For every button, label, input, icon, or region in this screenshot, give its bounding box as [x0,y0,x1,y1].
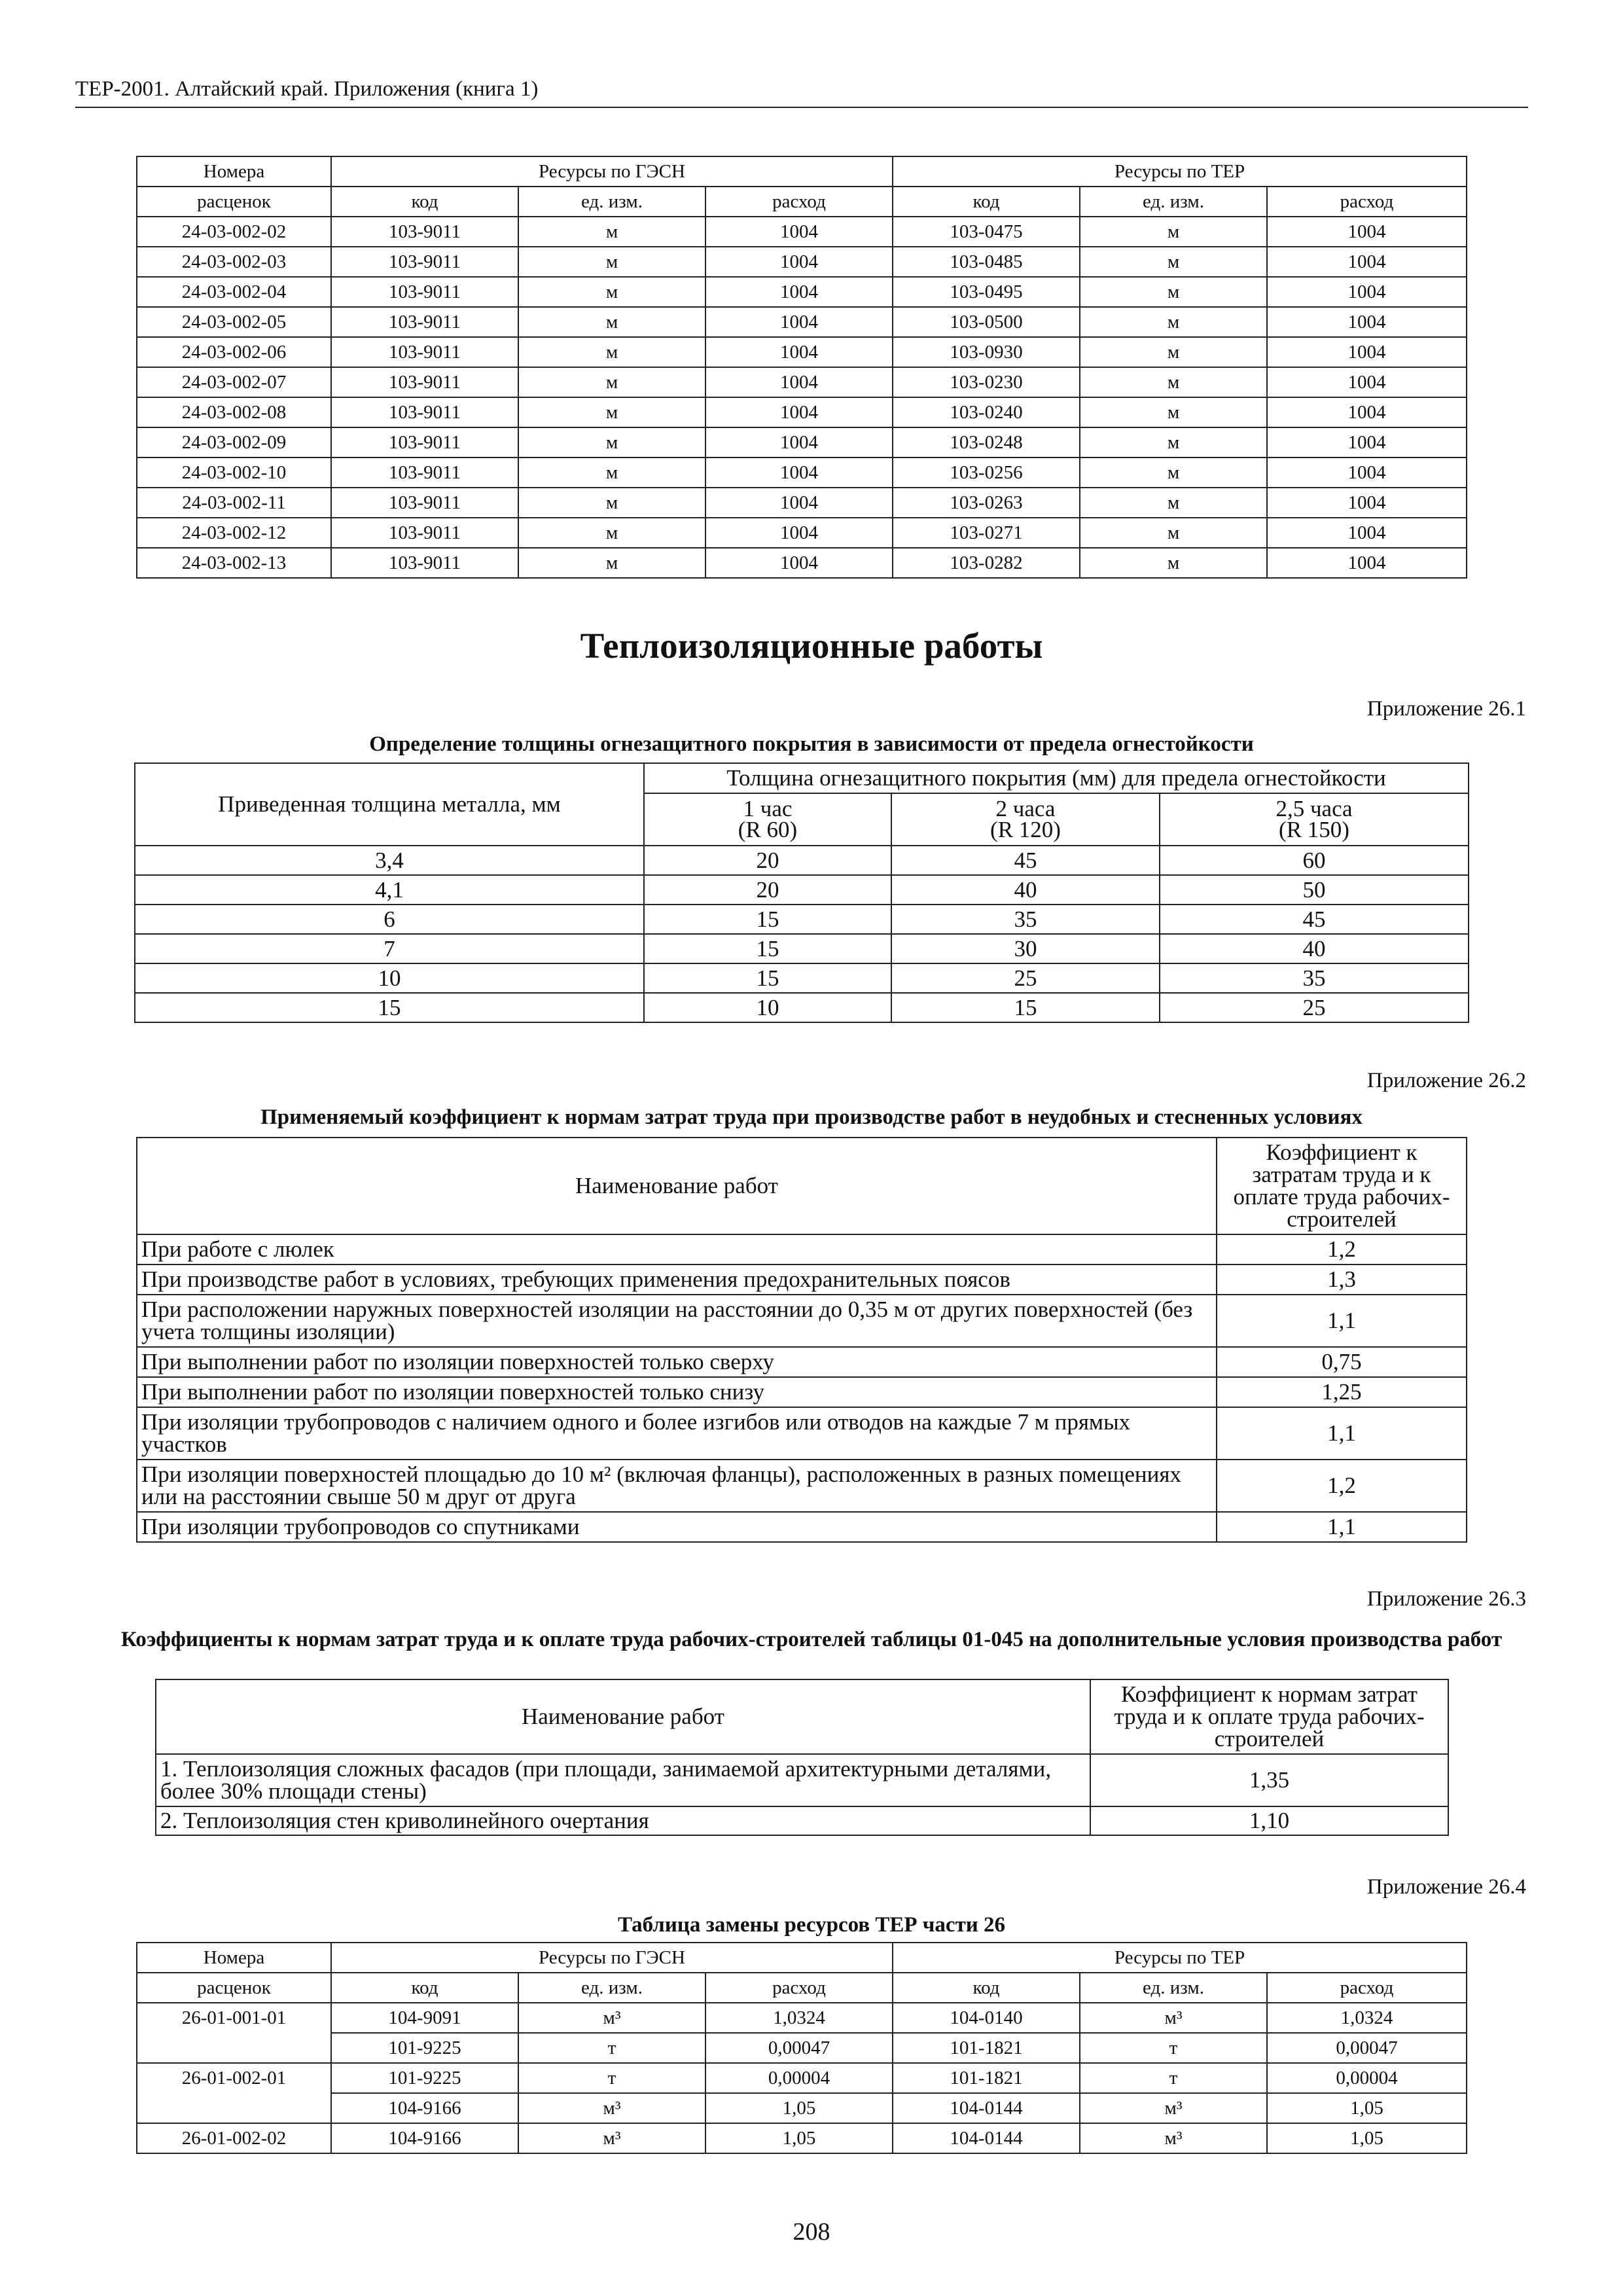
resource-replacement-table-26 [136,1942,1467,2154]
gesn-code: 103-9011 [331,247,518,277]
table-row [137,307,1467,337]
table-row [137,518,1467,548]
col-gesn-amount: расход [705,187,893,217]
table-row [137,1295,1467,1347]
table-row [137,1407,1467,1460]
metal-thickness: 10 [135,963,644,993]
ter-unit: м³ [1080,2003,1267,2033]
table-row [137,1234,1467,1265]
rate-number: 24-03-002-07 [137,367,331,397]
gesn-amount: 1004 [705,307,893,337]
coating-r120: 40 [891,875,1160,905]
table-row [137,548,1467,578]
col-rating: (R 120) [990,817,1061,842]
ter-amount: 1004 [1267,548,1467,578]
gesn-code: 103-9011 [331,217,518,247]
col-r60 [644,793,891,846]
table-row [137,337,1467,367]
coefficient-value: 1,2 [1217,1460,1467,1512]
gesn-unit: м [518,247,705,277]
rate-number: 24-03-002-12 [137,518,331,548]
work-name: При работе с люлек [137,1234,1217,1265]
gesn-unit: т [518,2063,705,2093]
ter-amount: 1004 [1267,518,1467,548]
work-name: При изоляции поверхностей площадью до 10 м² (включая фланцы), расположенных в разных помещениях или на расстоянии свыше 50 м друг от друга [137,1460,1217,1512]
table-row [156,1754,1448,1806]
coating-r60: 15 [644,963,891,993]
work-name: При производстве работ в условиях, требующих применения предохранительных поясов [137,1265,1217,1295]
work-name: При выполнении работ по изоляции поверхностей только сверху [137,1347,1217,1377]
table-body [137,217,1467,578]
ter-code: 103-0271 [893,518,1080,548]
gesn-amount: 1004 [705,337,893,367]
group-gesn-header: Ресурсы по ГЭСН [331,1943,893,1973]
ter-amount: 1004 [1267,488,1467,518]
ter-code: 103-0256 [893,457,1080,488]
running-header: ТЕР-2001. Алтайский край. Приложения (книга 1) [75,77,539,101]
ter-code: 104-0144 [893,2123,1080,2153]
ter-code: 103-0240 [893,397,1080,427]
coefficient-value: 1,3 [1217,1265,1467,1295]
gesn-amount: 1,05 [705,2093,893,2123]
metal-thickness: 7 [135,934,644,963]
coefficient-value: 0,75 [1217,1347,1467,1377]
appendix-label: Приложение 26.2 [1366,1069,1526,1092]
metal-thickness: 4,1 [135,875,644,905]
ter-amount: 0,00047 [1267,2033,1467,2063]
ter-code: 101-1821 [893,2033,1080,2063]
metal-thickness: 3,4 [135,846,644,875]
table-body [156,1754,1448,1835]
ter-amount: 1,05 [1267,2093,1467,2123]
coefficient-value: 1,10 [1090,1806,1448,1835]
coating-r120: 30 [891,934,1160,963]
gesn-amount: 1004 [705,518,893,548]
gesn-code: 104-9166 [331,2093,518,2123]
ter-code: 103-0282 [893,548,1080,578]
gesn-unit: м [518,427,705,457]
col-rate-number-top: Номера [137,1943,331,1973]
ter-unit: м [1080,247,1267,277]
ter-amount: 1004 [1267,307,1467,337]
rate-number: 24-03-002-13 [137,548,331,578]
appendix-label: Приложение 26.3 [1366,1587,1526,1611]
gesn-code: 101-9225 [331,2063,518,2093]
table-row [137,1347,1467,1377]
gesn-unit: м [518,548,705,578]
table-row [137,217,1467,247]
col-rate-number-top: Номера [137,156,331,187]
table-row [137,397,1467,427]
col-ter-unit: ед. изм. [1080,1973,1267,2003]
gesn-amount: 1004 [705,217,893,247]
col-rating: (R 150) [1279,817,1349,842]
table-title: Определение толщины огнезащитного покрытия в зависимости от предела огнестойкости [369,732,1254,756]
col-label: 2 часа [995,796,1056,821]
rate-number: 24-03-002-10 [137,457,331,488]
gesn-code: 104-9091 [331,2003,518,2033]
table-row [137,247,1467,277]
header-rule [75,107,1528,108]
gesn-unit: м [518,457,705,488]
fire-protection-thickness-table [134,762,1469,1023]
col-ter-amount: расход [1267,1973,1467,2003]
rate-number: 26-01-002-02 [137,2123,331,2153]
table-row [137,1460,1467,1512]
col-gesn-amount: расход [705,1973,893,2003]
gesn-code: 103-9011 [331,337,518,367]
ter-code: 103-0248 [893,427,1080,457]
ter-code: 104-0144 [893,2093,1080,2123]
ter-amount: 1004 [1267,457,1467,488]
ter-unit: м³ [1080,2093,1267,2123]
rate-number: 24-03-002-09 [137,427,331,457]
gesn-code: 103-9011 [331,367,518,397]
table-row [137,277,1467,307]
ter-code: 103-0485 [893,247,1080,277]
gesn-amount: 1004 [705,427,893,457]
group-ter-header: Ресурсы по ТЕР [893,156,1467,187]
table-title: Таблица замены ресурсов ТЕР части 26 [617,1913,1006,1937]
ter-unit: м [1080,337,1267,367]
table-row [137,1377,1467,1407]
coating-r60: 20 [644,875,891,905]
rate-number: 24-03-002-08 [137,397,331,427]
coating-r120: 45 [891,846,1160,875]
ter-code: 103-0495 [893,277,1080,307]
table-row [135,963,1469,993]
rate-number: 24-03-002-04 [137,277,331,307]
rate-number: 24-03-002-06 [137,337,331,367]
resource-replacement-table-24 [136,156,1467,579]
col-rate-number-bottom: расценок [137,187,331,217]
table-body [137,1234,1467,1542]
ter-unit: м [1080,397,1267,427]
ter-amount: 1004 [1267,397,1467,427]
coefficient-value: 1,35 [1090,1754,1448,1806]
col-ter-code: код [893,187,1080,217]
ter-unit: т [1080,2033,1267,2063]
metal-thickness: 15 [135,993,644,1022]
table-row [156,1806,1448,1835]
col-label: 1 час [743,796,793,821]
gesn-amount: 1004 [705,457,893,488]
ter-unit: т [1080,2063,1267,2093]
coating-r60: 20 [644,846,891,875]
gesn-code: 103-9011 [331,548,518,578]
coefficient-value: 1,1 [1217,1512,1467,1542]
ter-code: 103-0475 [893,217,1080,247]
col-gesn-unit: ед. изм. [518,1973,705,2003]
ter-amount: 1004 [1267,277,1467,307]
rate-number: 24-03-002-11 [137,488,331,518]
ter-amount: 1004 [1267,337,1467,367]
coating-r150: 50 [1160,875,1469,905]
col-ter-amount: расход [1267,187,1467,217]
work-name: При изоляции трубопроводов с наличием одного и более изгибов или отводов на каждые 7 м прямых участков [137,1407,1217,1460]
gesn-code: 103-9011 [331,457,518,488]
group-coating-thickness: Толщина огнезащитного покрытия (мм) для предела огнестойкости [644,763,1469,793]
rate-number: 24-03-002-05 [137,307,331,337]
coating-r150: 25 [1160,993,1469,1022]
coefficient-value: 1,1 [1217,1407,1467,1460]
gesn-amount: 1,05 [705,2123,893,2153]
gesn-amount: 1004 [705,548,893,578]
work-name: При выполнении работ по изоляции поверхностей только снизу [137,1377,1217,1407]
ter-unit: м [1080,518,1267,548]
table-row [135,993,1469,1022]
additional-conditions-coefficient-table [155,1679,1449,1836]
appendix-label: Приложение 26.1 [1366,697,1526,721]
group-ter-header: Ресурсы по ТЕР [893,1943,1467,1973]
col-gesn-code: код [331,187,518,217]
coating-r150: 35 [1160,963,1469,993]
ter-code: 104-0140 [893,2003,1080,2033]
gesn-code: 101-9225 [331,2033,518,2063]
ter-unit: м [1080,457,1267,488]
col-r150 [1160,793,1469,846]
work-name: 2. Теплоизоляция стен криволинейного очертания [156,1806,1090,1835]
col-work-name: Наименование работ [137,1138,1217,1234]
gesn-amount: 1004 [705,397,893,427]
col-coefficient: Коэффициент к затратам труда и к оплате труда рабочих-строителей [1217,1138,1467,1234]
gesn-amount: 0,00047 [705,2033,893,2063]
gesn-unit: м [518,217,705,247]
gesn-code: 103-9011 [331,397,518,427]
coefficient-value: 1,1 [1217,1295,1467,1347]
gesn-code: 103-9011 [331,307,518,337]
col-coefficient: Коэффициент к нормам затрат труда и к оплате труда рабочих-строителей [1090,1679,1448,1754]
gesn-unit: м [518,518,705,548]
table-row [137,427,1467,457]
gesn-unit: м [518,397,705,427]
ter-code: 103-0230 [893,367,1080,397]
col-ter-code: код [893,1973,1080,2003]
gesn-unit: м³ [518,2123,705,2153]
section-title: Теплоизоляционные работы [580,626,1043,666]
coating-r150: 60 [1160,846,1469,875]
ter-unit: м³ [1080,2123,1267,2153]
coefficient-value: 1,2 [1217,1234,1467,1265]
table-body [135,846,1469,1022]
col-ter-unit: ед. изм. [1080,187,1267,217]
coating-r150: 45 [1160,905,1469,934]
table-row [137,457,1467,488]
coating-r60: 15 [644,905,891,934]
coating-r60: 10 [644,993,891,1022]
coating-r60: 15 [644,934,891,963]
coefficient-value: 1,25 [1217,1377,1467,1407]
gesn-amount: 1004 [705,277,893,307]
ter-amount: 0,00004 [1267,2063,1467,2093]
gesn-unit: м [518,367,705,397]
rate-number: 26-01-001-01 [137,2003,331,2063]
gesn-unit: м³ [518,2093,705,2123]
ter-code: 103-0930 [893,337,1080,367]
group-gesn-header: Ресурсы по ГЭСН [331,156,893,187]
ter-code: 103-0500 [893,307,1080,337]
table-title: Применяемый коэффициент к нормам затрат труда при производстве работ в неудобных и стесненных условиях [260,1105,1363,1129]
table-row [137,1265,1467,1295]
cramped-conditions-coefficient-table [136,1137,1467,1543]
coating-r120: 25 [891,963,1160,993]
table-row [137,488,1467,518]
ter-unit: м [1080,427,1267,457]
table-row [137,1512,1467,1542]
gesn-amount: 1004 [705,367,893,397]
gesn-code: 103-9011 [331,518,518,548]
appendix-label: Приложение 26.4 [1366,1875,1526,1899]
gesn-unit: м [518,277,705,307]
page-number: 208 [793,2218,830,2246]
col-gesn-unit: ед. изм. [518,187,705,217]
work-name: При изоляции трубопроводов со спутниками [137,1512,1217,1542]
col-rating: (R 60) [738,817,798,842]
gesn-unit: м [518,337,705,367]
ter-code: 101-1821 [893,2063,1080,2093]
work-name: 1. Теплоизоляция сложных фасадов (при площади, занимаемой архитектурными деталями, более 30% площади стены) [156,1754,1090,1806]
col-rate-number-bottom: расценок [137,1973,331,2003]
col-metal-thickness: Приведенная толщина металла, мм [135,763,644,846]
gesn-amount: 1,0324 [705,2003,893,2033]
ter-unit: м [1080,217,1267,247]
table-row [135,905,1469,934]
gesn-code: 103-9011 [331,277,518,307]
ter-amount: 1004 [1267,367,1467,397]
rate-number: 26-01-002-01 [137,2063,331,2123]
table-row [137,367,1467,397]
ter-unit: м [1080,277,1267,307]
coating-r120: 15 [891,993,1160,1022]
gesn-code: 103-9011 [331,427,518,457]
metal-thickness: 6 [135,905,644,934]
coating-r150: 40 [1160,934,1469,963]
col-work-name: Наименование работ [156,1679,1090,1754]
rate-number: 24-03-002-03 [137,247,331,277]
ter-amount: 1004 [1267,217,1467,247]
gesn-amount: 0,00004 [705,2063,893,2093]
ter-unit: м [1080,548,1267,578]
gesn-unit: м [518,307,705,337]
col-r120 [891,793,1160,846]
ter-amount: 1004 [1267,247,1467,277]
rate-number: 24-03-002-02 [137,217,331,247]
table-row [135,934,1469,963]
ter-unit: м [1080,488,1267,518]
gesn-code: 104-9166 [331,2123,518,2153]
col-gesn-code: код [331,1973,518,2003]
gesn-code: 103-9011 [331,488,518,518]
gesn-amount: 1004 [705,488,893,518]
ter-amount: 1,0324 [1267,2003,1467,2033]
gesn-unit: м³ [518,2003,705,2033]
work-name: При расположении наружных поверхностей изоляции на расстоянии до 0,35 м от других поверхностей (без учета толщины изоляции) [137,1295,1217,1347]
ter-code: 103-0263 [893,488,1080,518]
col-label: 2,5 часа [1275,796,1353,821]
ter-unit: м [1080,367,1267,397]
table-title: Коэффициенты к нормам затрат труда и к оплате труда рабочих-строителей таблицы 01-045 на дополнительные условия производства работ [120,1628,1503,1651]
coating-r120: 35 [891,905,1160,934]
ter-amount: 1,05 [1267,2123,1467,2153]
gesn-amount: 1004 [705,247,893,277]
gesn-unit: м [518,488,705,518]
table-row [135,846,1469,875]
ter-amount: 1004 [1267,427,1467,457]
table-row [135,875,1469,905]
gesn-unit: т [518,2033,705,2063]
ter-unit: м [1080,307,1267,337]
